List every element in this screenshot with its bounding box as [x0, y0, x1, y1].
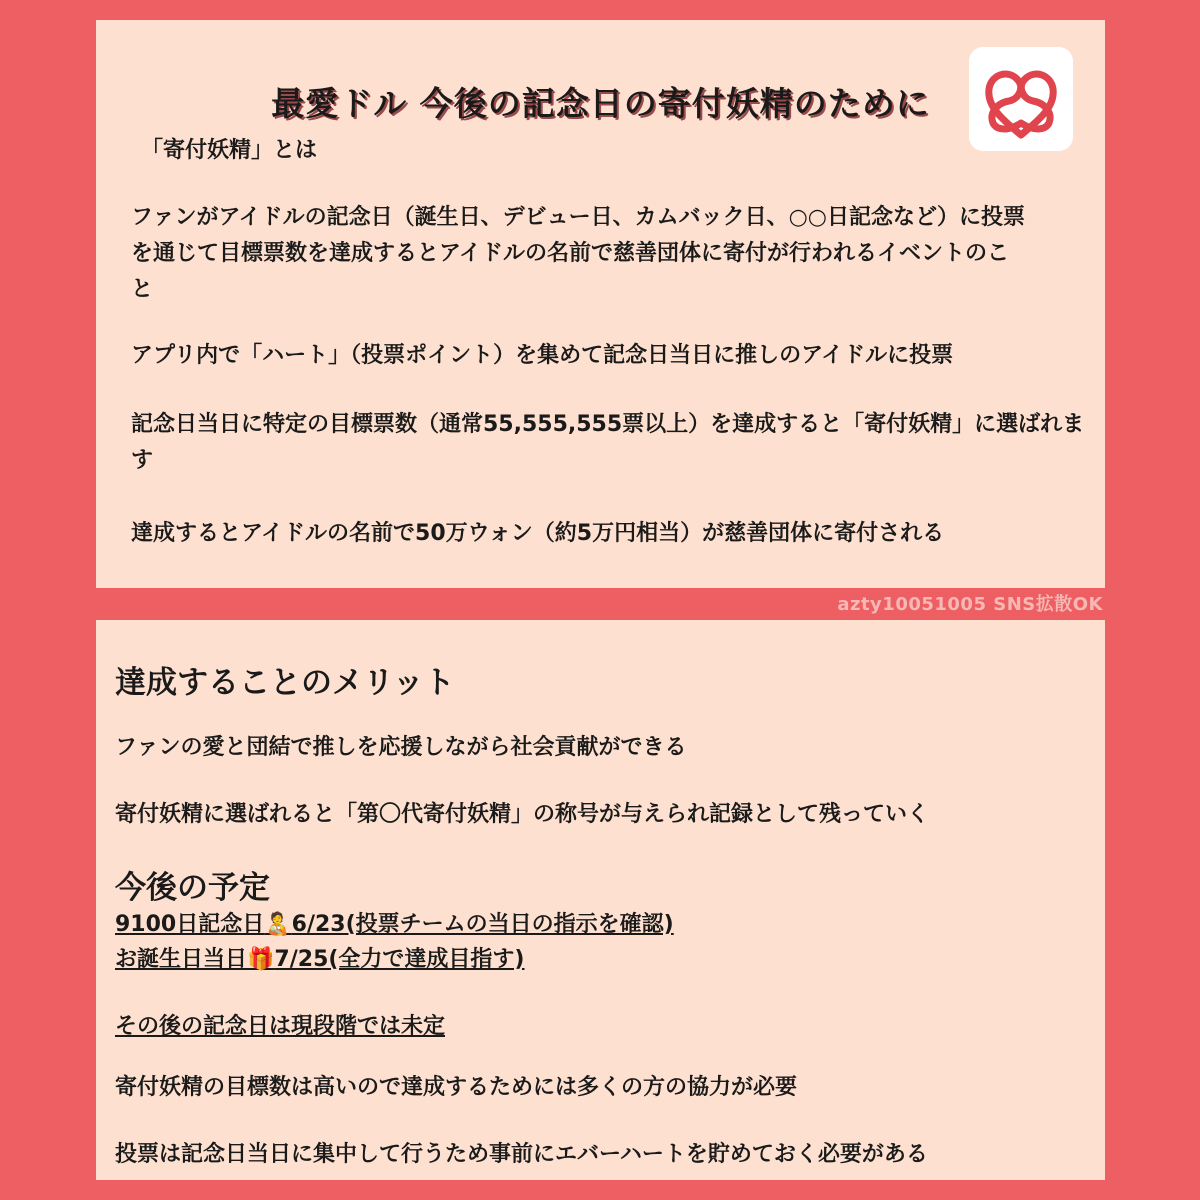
page-title: 最愛ドル 今後の記念日の寄付妖精のために	[271, 84, 930, 123]
top-panel	[96, 20, 1105, 588]
merit-heading: 達成することのメリット	[115, 665, 455, 701]
heart-ribbon-icon	[969, 47, 1073, 151]
schedule-2-date: 7/25(全力で達成目指す)	[274, 947, 525, 972]
app-logo	[969, 47, 1073, 151]
schedule-item-2	[115, 942, 525, 973]
target-votes-text: 記念日当日に特定の目標票数（通常55,555,555票以上）を達成すると「寄付妖精」に選ばれます	[131, 412, 1085, 473]
schedule-1-label: 9100日記念日	[115, 912, 265, 937]
definition-text: ファンがアイドルの記念日（誕生日、デビュー日、カムバック日、○○日記念など）に投票を通じて目標票数を達成するとアイドルの名前で慈善団体に寄付が行われるイベントのこと	[131, 205, 1025, 302]
gift-icon: 🎁	[247, 947, 275, 972]
donation-text: 達成するとアイドルの名前で50万ウォン（約5万円相当）が慈善団体に寄付される	[131, 521, 945, 546]
note-2: 投票は記念日当日に集中して行うため事前にエバーハートを貯めておく必要がある	[115, 1142, 928, 1167]
schedule-2-label: お誕生日当日	[115, 947, 248, 972]
bottom-panel	[96, 620, 1105, 1180]
note-1: 寄付妖精の目標数は高いので達成するためには多くの方の協力が必要	[115, 1075, 798, 1100]
later-anniversaries: その後の記念日は現段階では未定	[115, 1014, 446, 1039]
merit-item-1: ファンの愛と団結で推しを応援しながら社会貢献ができる	[115, 735, 687, 760]
watermark: azty10051005 SNS拡散OK	[837, 594, 1103, 615]
person-icon: 🧑‍🍼	[264, 912, 292, 937]
heart-vote-text: アプリ内で「ハート」（投票ポイント）を集めて記念日当日に推しのアイドルに投票	[131, 343, 954, 368]
schedule-item-1	[115, 907, 674, 938]
definition-heading: 「寄付妖精」とは	[141, 138, 318, 163]
schedule-1-date: 6/23(投票チームの当日の指示を確認)	[291, 912, 674, 937]
merit-item-2: 寄付妖精に選ばれると「第〇代寄付妖精」の称号が与えられ記録として残っていく	[115, 802, 930, 827]
schedule-heading: 今後の予定	[115, 870, 270, 906]
